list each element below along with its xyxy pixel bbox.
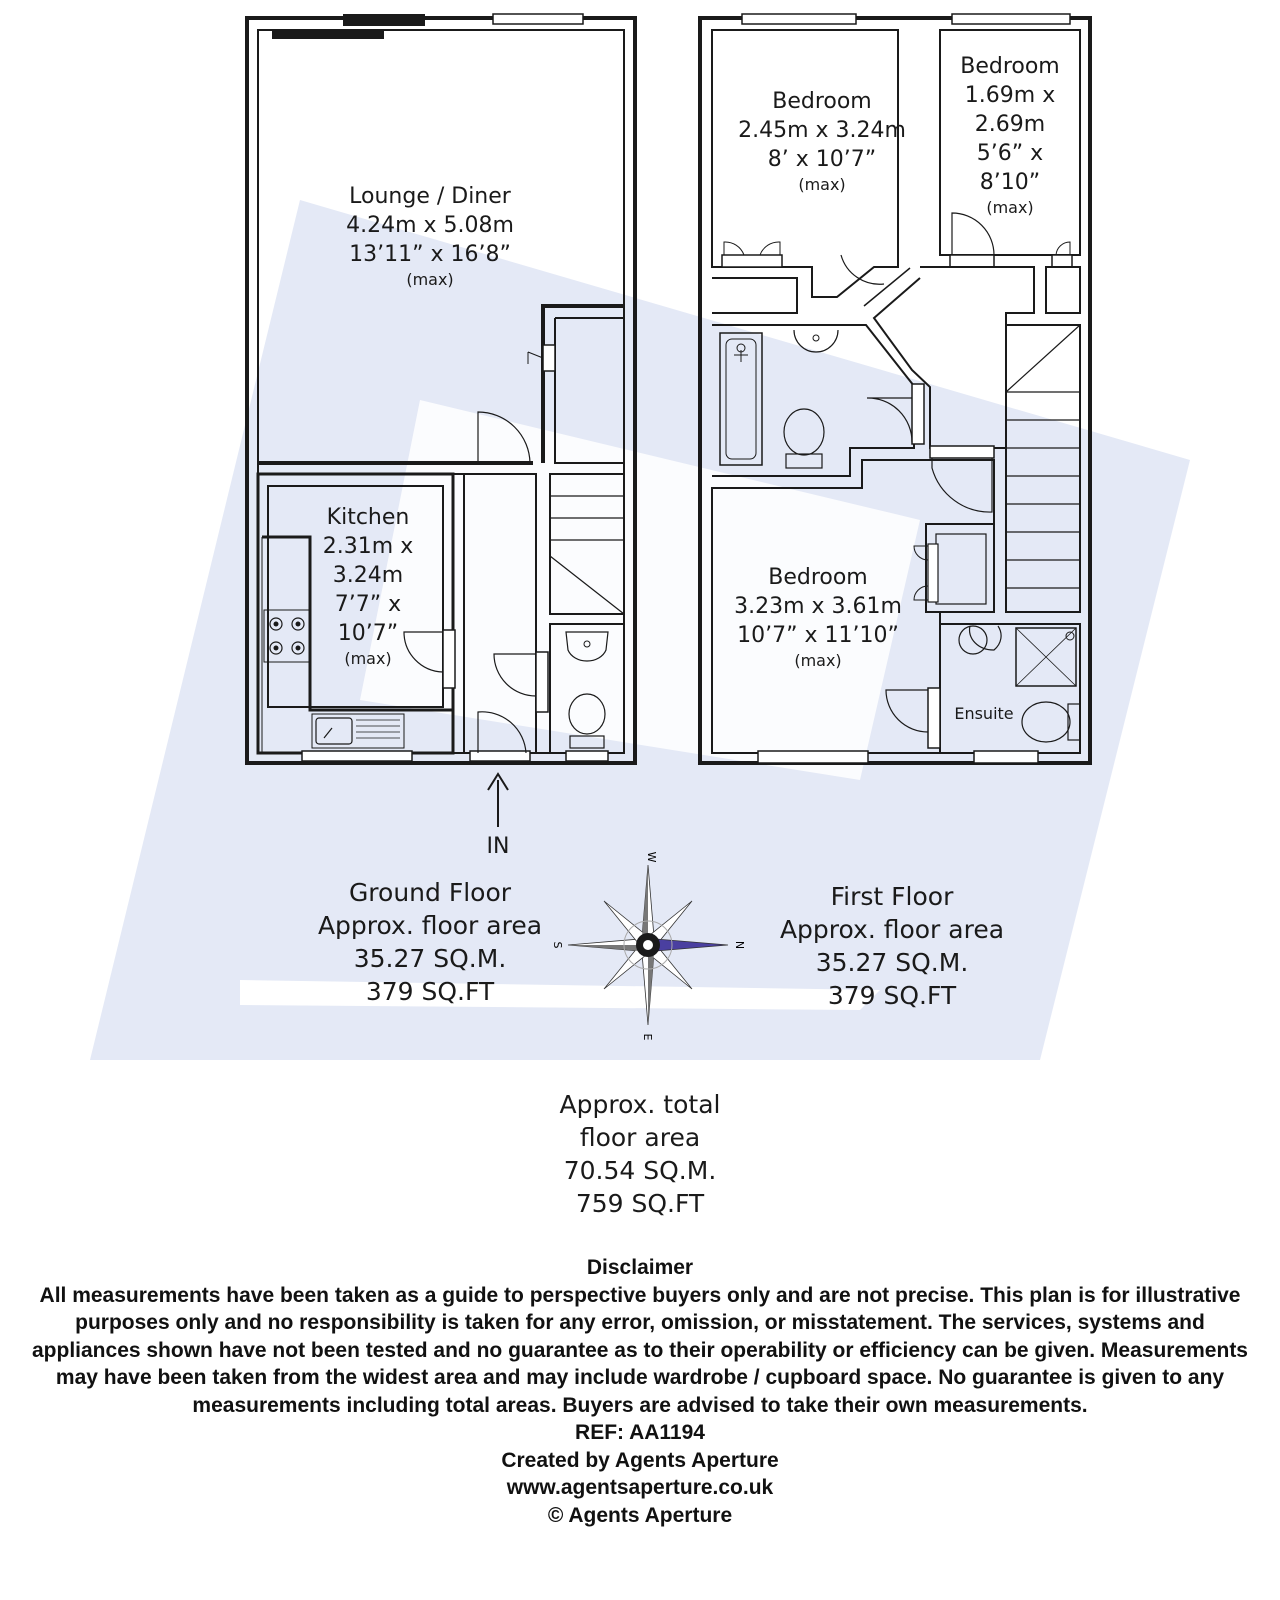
total-area-line-1: Approx. total bbox=[559, 1090, 721, 1119]
total-area-sqm: 70.54 SQ.M. bbox=[563, 1156, 717, 1185]
kitchen-name: Kitchen bbox=[326, 505, 410, 530]
compass-east: E bbox=[641, 1033, 654, 1041]
lounge-note: (max) bbox=[406, 270, 454, 289]
total-floor-area bbox=[490, 1088, 790, 1220]
bedroom-3-note: (max) bbox=[794, 651, 842, 670]
ground-floor-area bbox=[280, 876, 580, 1008]
total-area-sqft: 759 SQ.FT bbox=[575, 1189, 705, 1218]
bedroom-2-metric-1: 1.69m x bbox=[964, 83, 1056, 108]
bedroom-2-imperial-1: 5’6” x bbox=[976, 141, 1044, 166]
lounge-metric: 4.24m x 5.08m bbox=[346, 213, 514, 238]
kitchen-imperial-1: 7’7” x bbox=[334, 592, 402, 617]
bedroom-2-metric-2: 2.69m bbox=[974, 112, 1046, 137]
bedroom-2-note: (max) bbox=[986, 198, 1034, 217]
reference-number: REF: AA1194 bbox=[575, 1421, 705, 1444]
disclaimer bbox=[20, 1254, 1260, 1529]
bedroom-3-name: Bedroom bbox=[768, 565, 868, 590]
lounge-name: Lounge / Diner bbox=[349, 184, 511, 209]
ensuite-label: Ensuite bbox=[954, 704, 1014, 723]
ground-floor-sqm: 35.27 SQ.M. bbox=[353, 944, 507, 973]
bedroom-2-imperial-2: 8’10” bbox=[979, 170, 1041, 195]
ground-floor-area-label: Approx. floor area bbox=[317, 911, 543, 940]
ground-floor-sqft: 379 SQ.FT bbox=[365, 977, 495, 1006]
kitchen-metric-2: 3.24m bbox=[332, 563, 404, 588]
disclaimer-body: All measurements have been taken as a guide to perspective buyers only and are not precise. This plan is for illustrative purposes only and no responsibility is taken for any error, omission, or misstatement. The services, systems and appliances shown have not been tested and no guarantee as to their operability or efficiency can be given. Measurements may have been taken from the widest area and may include wardrobe / cupboard space. No guarantee is given to any measurements including total areas. Buyers are advised to take their own measurements. bbox=[32, 1283, 1248, 1417]
bedroom-1-label bbox=[738, 89, 906, 194]
bedroom-1-name: Bedroom bbox=[772, 89, 872, 114]
bedroom-1-imperial: 8’ x 10’7” bbox=[767, 147, 877, 172]
bedroom-2-name: Bedroom bbox=[960, 54, 1060, 79]
first-floor-sqm: 35.27 SQ.M. bbox=[815, 948, 969, 977]
disclaimer-title: Disclaimer bbox=[586, 1256, 694, 1279]
bedroom-3-metric: 3.23m x 3.61m bbox=[734, 594, 902, 619]
first-floor-title: First Floor bbox=[830, 882, 954, 911]
compass-west: W bbox=[645, 851, 658, 863]
kitchen-note: (max) bbox=[344, 649, 392, 668]
bedroom-3-imperial: 10’7” x 11’10” bbox=[737, 623, 899, 648]
ground-floor-title: Ground Floor bbox=[348, 878, 512, 907]
kitchen-metric-1: 2.31m x bbox=[322, 534, 414, 559]
total-area-line-2: floor area bbox=[579, 1123, 701, 1152]
first-floor-area-label: Approx. floor area bbox=[779, 915, 1005, 944]
kitchen-imperial-2: 10’7” bbox=[337, 621, 399, 646]
compass-north: N bbox=[733, 940, 746, 950]
first-floor-sqft: 379 SQ.FT bbox=[827, 981, 957, 1010]
created-by: Created by Agents Aperture bbox=[501, 1448, 779, 1472]
website-link[interactable]: www.agentsaperture.co.uk bbox=[506, 1476, 774, 1499]
bedroom-1-metric: 2.45m x 3.24m bbox=[738, 118, 906, 143]
bedroom-2-label bbox=[960, 54, 1060, 217]
bedroom-1-note: (max) bbox=[798, 175, 846, 194]
entrance-label: IN bbox=[486, 834, 510, 859]
copyright: © Agents Aperture bbox=[547, 1503, 733, 1527]
lounge-imperial: 13’11” x 16’8” bbox=[349, 242, 511, 267]
compass-south: S bbox=[551, 941, 564, 949]
first-floor-area bbox=[742, 880, 1042, 1012]
